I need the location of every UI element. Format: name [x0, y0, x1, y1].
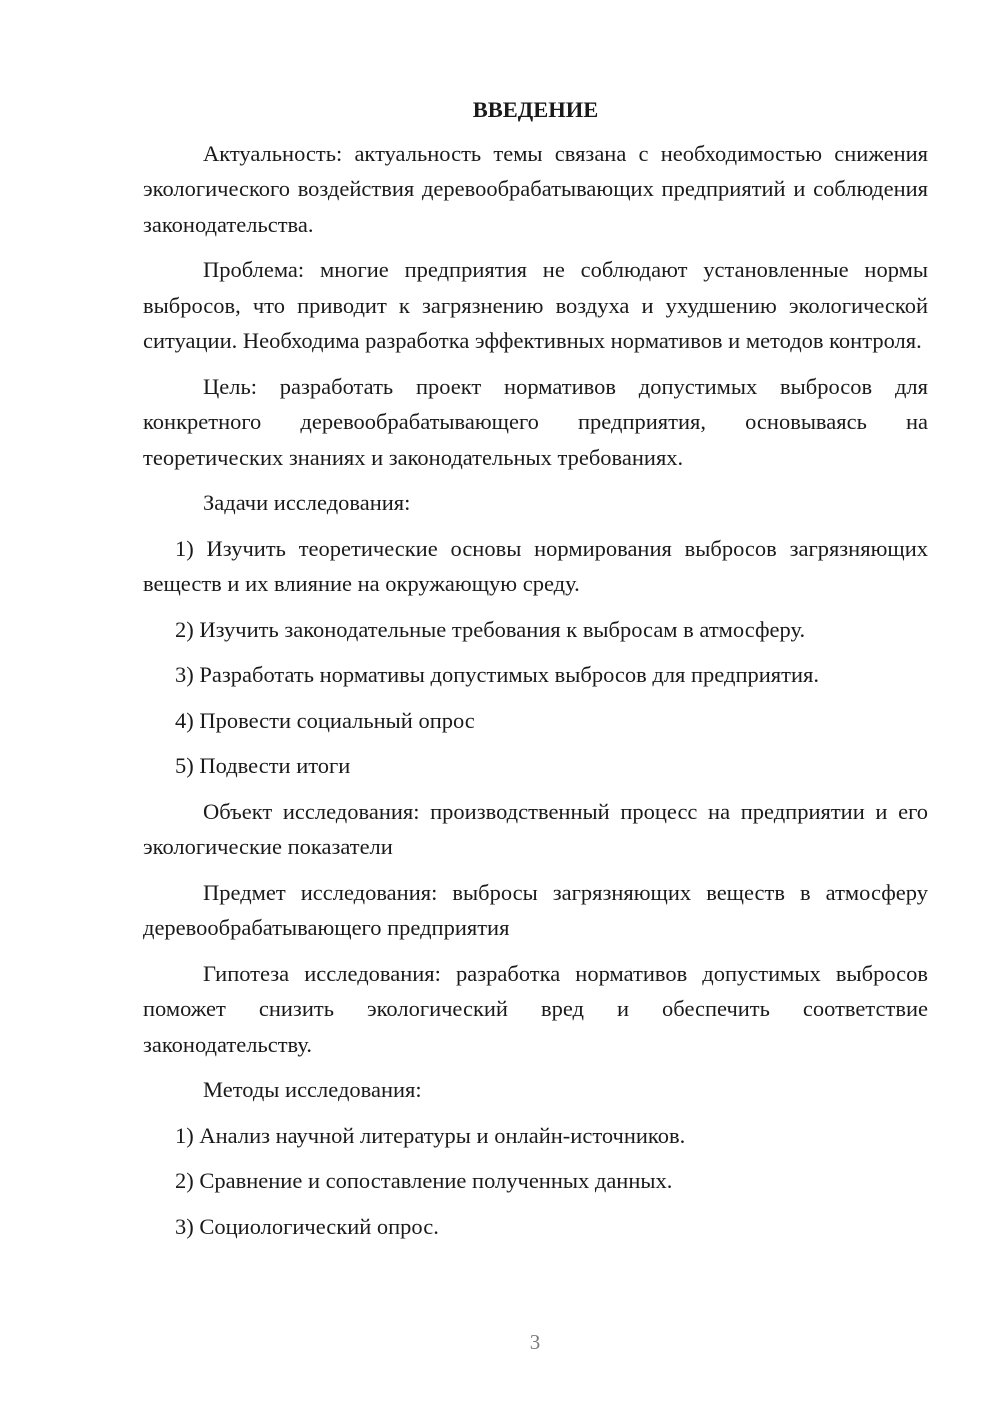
hypothesis-paragraph: Гипотеза исследования: разработка нормативов допустимых выбросов поможет снизить экологический вред и обеспечить соответствие законодательству. [143, 960, 928, 1057]
method-item-1: 1) Анализ научной литературы и онлайн-источников. [175, 1122, 686, 1148]
task-item-1: 1) Изучить теоретические основы нормирования выбросов загрязняющих веществ и их влияние на окружающую среду. [143, 535, 928, 596]
tasks-title: Задачи исследования: [203, 490, 411, 515]
document-body [143, 92, 928, 1254]
problem-paragraph: Проблема: многие предприятия не соблюдают установленные нормы выбросов, что приводит к загрязнению воздуха и ухудшению экологической ситуации. Необходима разработка эффективных нормативов и методов контроля. [143, 257, 928, 353]
task-item-5: 5) Подвести итоги [175, 753, 351, 778]
task-item-2: 2) Изучить законодательные требования к выбросам в атмосферу. [175, 616, 806, 642]
goal-paragraph: Цель: разработать проект нормативов допустимых выбросов для конкретного деревообрабатывающего предприятия, основываясь на теоретических знаниях и законодательных требованиях. [143, 373, 928, 470]
subject-paragraph: Предмет исследования: выбросы загрязняющих веществ в атмосферу деревообрабатывающего предприятия [143, 879, 928, 940]
method-item-3: 3) Социологический опрос. [175, 1213, 439, 1239]
object-paragraph: Объект исследования: производственный процесс на предприятии и его экологические показатели [143, 798, 928, 859]
page-number: 3 [529, 1330, 541, 1354]
section-heading: ВВЕДЕНИЕ [472, 97, 599, 122]
relevance-paragraph: Актуальность: актуальность темы связана с необходимостью снижения экологического воздействия деревообрабатывающих предприятий и соблюдения законодательства. [143, 140, 928, 237]
methods-title: Методы исследования: [203, 1077, 422, 1102]
task-item-4: 4) Провести социальный опрос [175, 707, 475, 733]
method-item-2: 2) Сравнение и сопоставление полученных данных. [175, 1168, 673, 1193]
task-item-3: 3) Разработать нормативы допустимых выбросов для предприятия. [175, 662, 819, 687]
